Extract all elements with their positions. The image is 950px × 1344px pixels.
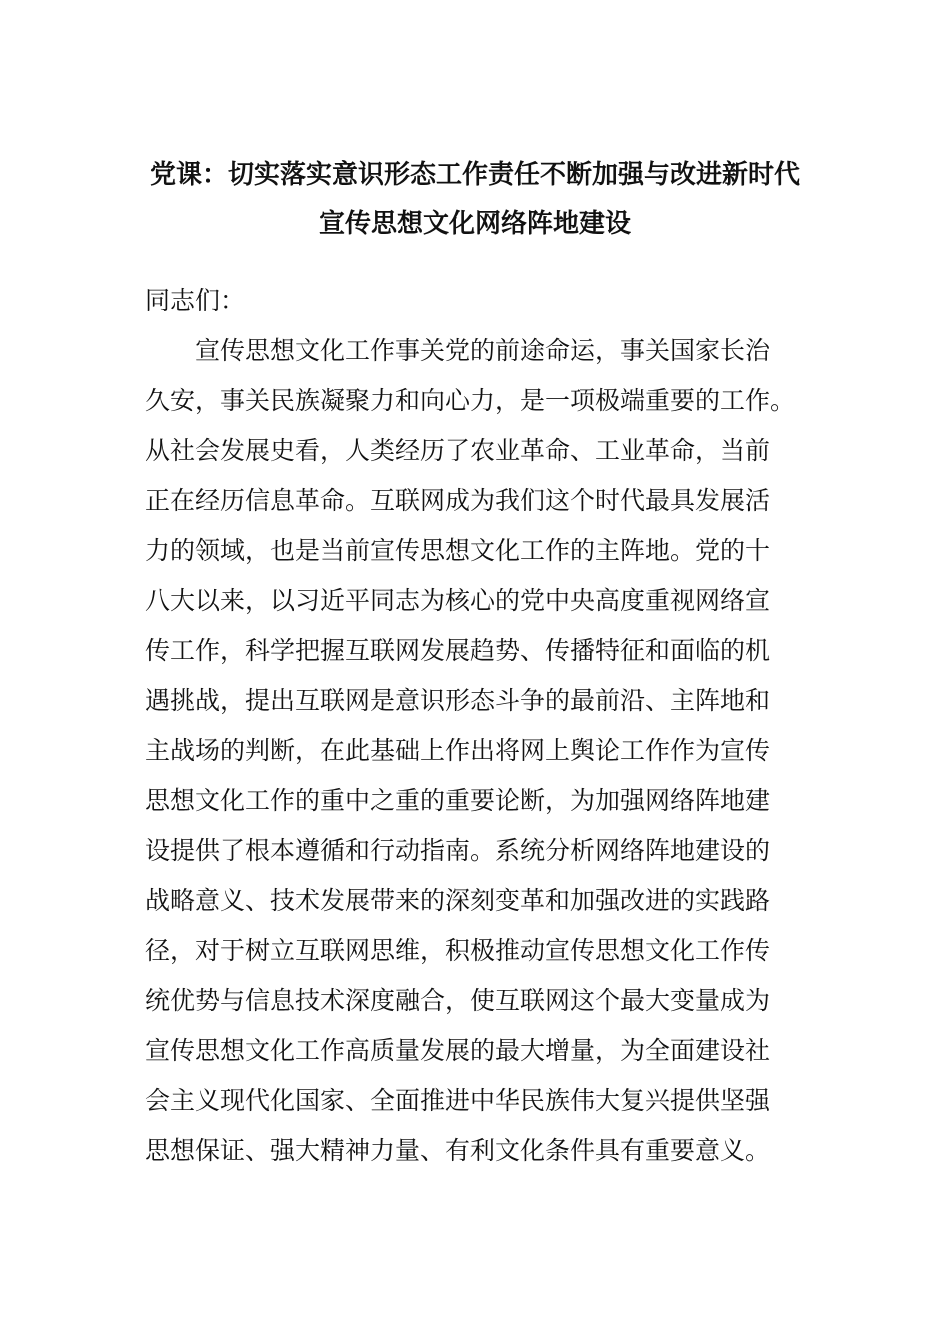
paragraph-line: 久安，事关民族凝聚力和向心力，是一项极端重要的工作。 (145, 386, 796, 415)
paragraph-line: 思想文化工作的重中之重的重要论断，为加强网络阵地建 (145, 786, 771, 815)
paragraph-line: 径，对于树立互联网思维，积极推动宣传思想文化工作传 (145, 936, 771, 965)
paragraph-line: 八大以来，以习近平同志为核心的党中央高度重视网络宣 (145, 586, 771, 615)
paragraph-line: 传工作，科学把握互联网发展趋势、传播特征和面临的机 (145, 636, 771, 665)
salutation: 同志们： (145, 286, 246, 315)
paragraph-line: 遇挑战，提出互联网是意识形态斗争的最前沿、主阵地和 (145, 686, 771, 715)
paragraph-line: 力的领域，也是当前宣传思想文化工作的主阵地。党的十 (145, 536, 771, 565)
paragraph-line: 统优势与信息技术深度融合，使互联网这个最大变量成为 (145, 986, 771, 1015)
paragraph-line: 战略意义、技术发展带来的深刻变革和加强改进的实践路 (145, 886, 771, 915)
paragraph-line: 从社会发展史看，人类经历了农业革命、工业革命，当前 (145, 436, 771, 465)
document-title-line-2: 宣传思想文化网络阵地建设 (318, 209, 631, 239)
body-paragraph (145, 334, 805, 1184)
paragraph-line: 主战场的判断，在此基础上作出将网上舆论工作作为宣传 (145, 736, 771, 765)
paragraph-line: 宣传思想文化工作高质量发展的最大增量，为全面建设社 (145, 1036, 771, 1065)
paragraph-line: 正在经历信息革命。互联网成为我们这个时代最具发展活 (145, 486, 771, 515)
paragraph-line: 宣传思想文化工作事关党的前途命运，事关国家长治 (195, 336, 771, 365)
paragraph-line: 会主义现代化国家、全面推进中华民族伟大复兴提供坚强 (145, 1086, 771, 1115)
document-title-line-1: 党课：切实落实意识形态工作责任不断加强与改进新时代 (149, 160, 800, 190)
paragraph-line: 思想保证、强大精神力量、有利文化条件具有重要意义。 (145, 1136, 771, 1165)
paragraph-line: 设提供了根本遵循和行动指南。系统分析网络阵地建设的 (145, 836, 771, 865)
